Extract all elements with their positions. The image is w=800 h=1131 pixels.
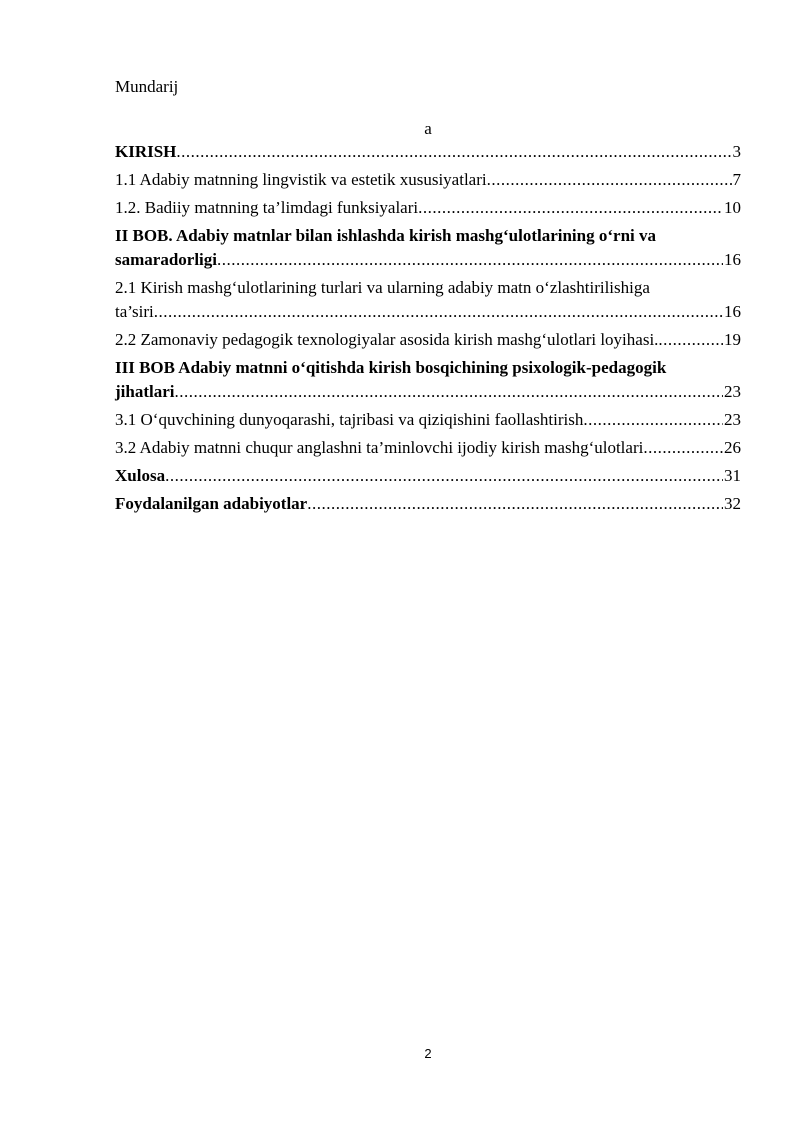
toc-entry-chapter-2[interactable] bbox=[115, 224, 741, 272]
toc-entry-label-line1: III BOB Adabiy matnni o‘qitishda kirish bosqichining psixologik-pedagogik bbox=[115, 358, 667, 377]
toc-entry-adabiyotlar[interactable] bbox=[115, 492, 741, 516]
toc-entry-label: 1.1 Adabiy matnning lingvistik va estetik xususiyatlari bbox=[115, 170, 487, 189]
dot-leader bbox=[658, 328, 723, 352]
toc-entry-chapter-3[interactable] bbox=[115, 356, 741, 404]
dot-leader bbox=[583, 408, 723, 432]
toc-entry-label: 2.2 Zamonaviy pedagogik texnologiyalar asosida kirish mashg‘ulotlari loyihasi. bbox=[115, 330, 659, 349]
toc-entry-label: Xulosa bbox=[115, 466, 166, 485]
toc-entry-label: 1.2. Badiiy matnning ta’limdagi funksiyalari bbox=[115, 198, 419, 217]
toc-entry-label: 3.1 O‘quvchining dunyoqarashi, tajribasi va qiziqishini faollashtirish bbox=[115, 410, 584, 429]
toc-entry-label: KIRISH bbox=[115, 142, 177, 161]
toc-entry-page: 10 bbox=[724, 198, 741, 217]
toc-entry-page: 19 bbox=[724, 330, 741, 349]
toc-entry-2-2[interactable] bbox=[115, 328, 741, 352]
dot-leader bbox=[418, 196, 723, 220]
toc-entry-1-2[interactable] bbox=[115, 196, 741, 220]
page-number: 2 bbox=[424, 1046, 432, 1061]
dot-leader bbox=[217, 248, 723, 272]
dot-leader bbox=[176, 140, 731, 164]
toc-entry-page: 16 bbox=[724, 302, 741, 321]
toc-entry-3-1[interactable] bbox=[115, 408, 741, 432]
dot-leader bbox=[307, 492, 723, 516]
dot-leader bbox=[643, 436, 723, 460]
toc-entry-page: 16 bbox=[724, 250, 741, 269]
toc-entry-label: samaradorligi bbox=[115, 250, 217, 269]
dot-leader bbox=[165, 464, 723, 488]
toc-entry-1-1[interactable] bbox=[115, 168, 741, 192]
toc-entry-xulosa[interactable] bbox=[115, 464, 741, 488]
toc-entry-page: 3 bbox=[732, 142, 741, 161]
dot-leader bbox=[154, 300, 723, 324]
toc-entry-label: Foydalanilgan adabiyotlar bbox=[115, 494, 308, 513]
toc-entry-2-1[interactable] bbox=[115, 276, 741, 324]
toc-entry-page: 23 bbox=[724, 410, 741, 429]
toc-title: Mundarij bbox=[115, 77, 179, 96]
toc-entry-3-2[interactable] bbox=[115, 436, 741, 460]
toc-entry-page: 23 bbox=[724, 382, 741, 401]
dot-leader bbox=[175, 380, 724, 404]
toc-entry-label-line1: II BOB. Adabiy matnlar bilan ishlashda kirish mashg‘ulotlarining o‘rni va bbox=[115, 226, 656, 245]
toc-entry-kirish[interactable] bbox=[115, 140, 741, 164]
toc-entry-page: 7 bbox=[732, 170, 741, 189]
toc-entry-label: jihatlari bbox=[115, 382, 175, 401]
table-of-contents bbox=[115, 140, 741, 520]
toc-entry-page: 31 bbox=[724, 466, 741, 485]
toc-entry-label-line1: 2.1 Kirish mashg‘ulotlarining turlari va ularning adabiy matn o‘zlashtirilishiga bbox=[115, 278, 650, 297]
toc-entry-label: 3.2 Adabiy matnni chuqur anglashni ta’minlovchi ijodiy kirish mashg‘ulotlari bbox=[115, 438, 644, 457]
toc-entry-label: ta’siri bbox=[115, 302, 154, 321]
toc-entry-page: 26 bbox=[724, 438, 741, 457]
toc-entry-page: 32 bbox=[724, 494, 741, 513]
toc-title-continuation: a bbox=[424, 119, 432, 138]
dot-leader bbox=[487, 168, 732, 192]
